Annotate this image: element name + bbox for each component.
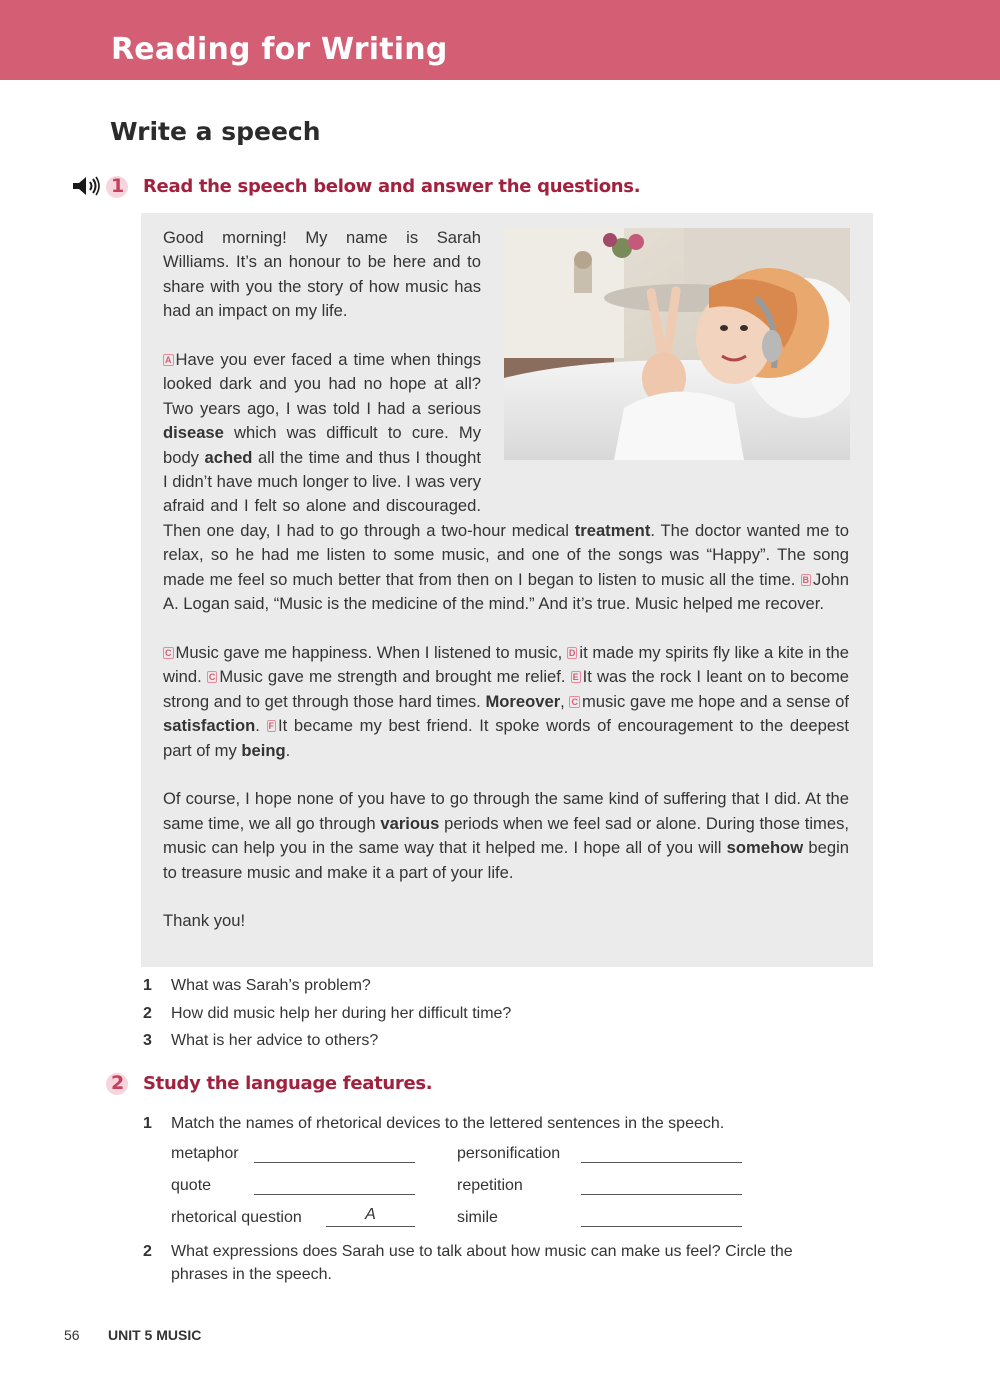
answer-blank-repetition[interactable] (581, 1174, 742, 1195)
keyword-various: various (380, 813, 440, 833)
text-run: It was the rock I leant on to become strong and to get through those hard times. (163, 667, 849, 711)
match-label-quote: quote (171, 1177, 212, 1194)
task-1 (143, 1112, 853, 1136)
speech-paragraph-4 (163, 787, 849, 885)
text-run: It became my best friend. It spoke words of encouragement to the deepest part of my (163, 716, 849, 760)
task-number: 1 (143, 1115, 152, 1132)
question-text: How did music help her during her difficult time? (171, 1004, 512, 1022)
text-run: music gave me hope and a sense of (581, 691, 849, 711)
question-number: 2 (143, 1004, 152, 1022)
answer-blank-metaphor[interactable] (254, 1142, 415, 1163)
question-text: What was Sarah’s problem? (171, 977, 371, 994)
match-label-simile: simile (457, 1209, 498, 1226)
label-c-tag: C (208, 672, 216, 683)
match-label-repetition: repetition (457, 1177, 523, 1194)
speech-paragraph-3 (163, 641, 849, 763)
text-run: , (560, 691, 570, 711)
keyword-satisfaction: satisfaction (163, 716, 256, 736)
label-b-tag: B (802, 574, 810, 585)
question-item (143, 977, 903, 1005)
speech-closing: Thank you! (163, 911, 246, 931)
keyword-treatment: treatment (574, 520, 651, 540)
label-c-tag: C (571, 696, 578, 707)
speech-text (163, 226, 849, 958)
question-item (143, 1032, 903, 1060)
answer-blank-personification[interactable] (581, 1142, 742, 1163)
question-item (143, 1005, 903, 1033)
question-number: 1 (143, 977, 152, 994)
keyword-being: being (241, 740, 286, 760)
page-heading: Write a speech (110, 117, 321, 146)
keyword-ached: ached (204, 447, 253, 467)
banner-title: Reading for Writing (111, 32, 448, 67)
keyword-disease: disease (163, 423, 224, 443)
text-run: Of course, I hope none of you have to go through the same kind of suffering that I did. At the same time, we all go through (163, 789, 849, 833)
section-number: 2 (111, 1072, 125, 1094)
task-number: 2 (143, 1243, 152, 1260)
match-label-rhetorical-question: rhetorical question (171, 1209, 302, 1226)
keyword-moreover: Moreover (485, 691, 561, 711)
text-run: it made my spirits fly like a kite in the wind. (163, 642, 849, 687)
match-label-metaphor: metaphor (171, 1145, 239, 1162)
label-d-tag: D (568, 647, 576, 658)
label-c-tag: C (165, 647, 172, 658)
answer-blank-simile[interactable] (581, 1206, 742, 1227)
text-run: all the time and thus I thought I didn’t have much longer to live. I was very afraid and I felt so alone and discouraged. Then one day, I had to go through a two-hour medical (163, 447, 575, 540)
section-number: 1 (111, 175, 125, 197)
unit-label: UNIT 5 MUSIC (108, 1327, 202, 1343)
label-e-tag: E (572, 672, 579, 683)
question-text: What is her advice to others? (171, 1032, 379, 1049)
text-run: . (285, 740, 291, 760)
label-f-tag: F (268, 721, 275, 732)
section-title: Read the speech below and answer the questions. (143, 176, 641, 197)
match-label-personification: personification (457, 1145, 561, 1162)
section-title: Study the language features. (143, 1073, 433, 1094)
text-run: begin to treasure music and make it a part of your life. (163, 838, 850, 882)
answer-blank-rhetorical-question[interactable]: A (326, 1206, 415, 1227)
speech-paragraph-1: Good morning! My name is Sarah Williams. It’s an honour to be here and to share with you the story of how music has had an impact on my life. (163, 228, 481, 321)
photo-spacer (481, 226, 849, 496)
text-run: . (255, 716, 267, 736)
answer-blank-quote[interactable] (254, 1174, 415, 1195)
label-a-tag: A (165, 355, 172, 366)
text-run: . The doctor wanted me to relax, so he had me listen to some music, and one of the songs was “Happy”. The song made me feel so much better that from then on I began to listen to music all the time. (163, 520, 849, 589)
page-number: 56 (64, 1327, 80, 1343)
text-run: John A. Logan said, “Music is the medicine of the mind.” And it’s true. Music helped me recover. (163, 569, 849, 614)
text-run: periods when we feel sad or alone. During those times, music can help you in the same way that it helped me. I hope all of you will (163, 813, 849, 858)
text-run: Have you ever faced a time when things looked dark and you had no hope at all? Two years ago, I was told I had a serious (163, 350, 481, 418)
task-text: What expressions does Sarah use to talk about how music can make us feel? Circle the phrases in the speech. (171, 1243, 793, 1283)
speaker-icon[interactable] (72, 176, 102, 196)
task-text: Match the names of rhetorical devices to the lettered sentences in the speech. (171, 1115, 725, 1132)
text-run: Music gave me happiness. When I listened to music, (175, 642, 567, 662)
keyword-somehow: somehow (726, 838, 804, 858)
text-run: Music gave me strength and brought me relief. (219, 667, 571, 687)
task-2 (143, 1240, 853, 1288)
question-number: 3 (143, 1032, 152, 1049)
question-list (143, 977, 903, 1060)
section-banner (0, 0, 1000, 80)
text-run: which was difficult to cure. My body (163, 423, 481, 467)
